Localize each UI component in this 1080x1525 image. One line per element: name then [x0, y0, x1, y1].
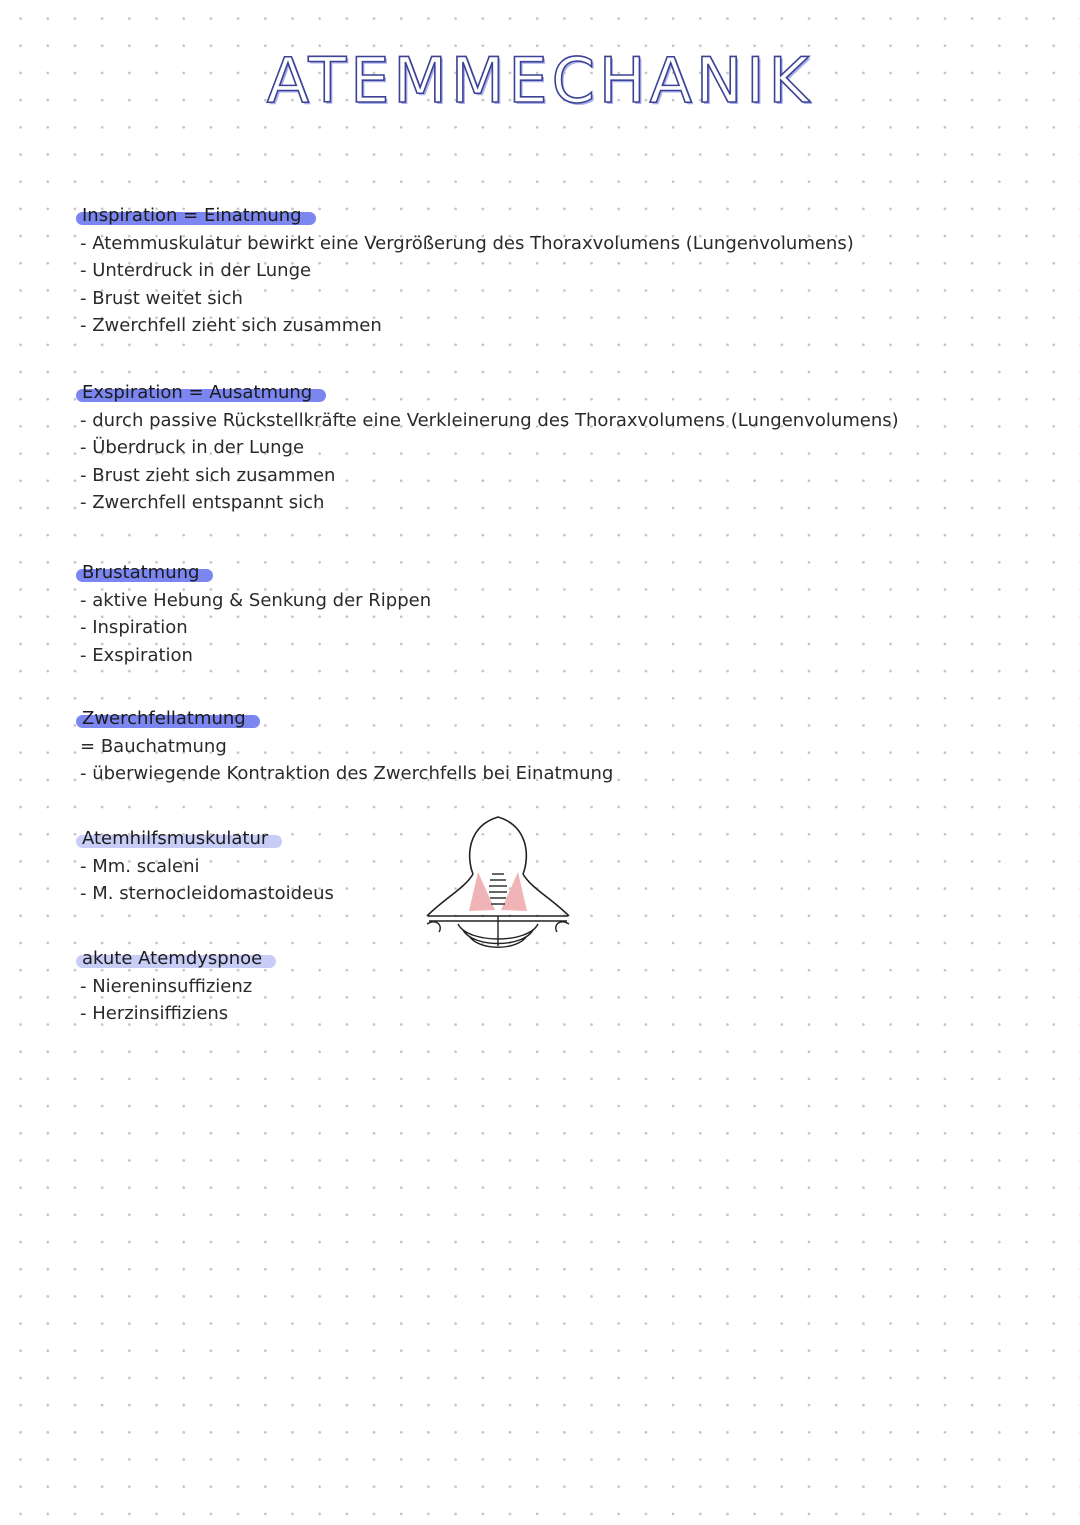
list-item: - Brust weitet sich — [80, 285, 800, 312]
heading-exspiration: Exspiration = Ausatmung — [82, 382, 313, 403]
list-item: - Zwerchfell entspannt sich — [80, 489, 800, 516]
neck-anatomy-illustration — [423, 812, 573, 952]
list-item: - durch passive Rückstellkräfte eine Verkleinerung des Thoraxvolumens (Lungenvolumens) — [80, 407, 800, 434]
heading-zwerchfellatmung: Zwerchfellatmung — [82, 708, 246, 729]
list-item: - aktive Hebung & Senkung der Rippen — [80, 587, 800, 614]
list-inspiration — [80, 230, 854, 339]
list-item: - Inspiration — [80, 614, 800, 641]
section-atemdyspnoe — [80, 948, 800, 1028]
list-atemdyspnoe — [80, 973, 800, 1028]
list-item: - Herzinsiffiziens — [80, 1000, 800, 1027]
heading-atemhilfsmuskulatur: Atemhilfsmuskulatur — [82, 828, 269, 849]
cervical-spine — [489, 874, 507, 904]
list-item: - überwiegende Kontraktion des Zwerchfells bei Einatmung — [80, 760, 800, 787]
section-zwerchfellatmung — [80, 708, 800, 788]
equals-line: = Bauchatmung — [80, 733, 800, 760]
page-title: ATEMMECHANIK — [266, 44, 814, 117]
heading-brustatmung: Brustatmung — [82, 562, 200, 583]
list-item: - Brust zieht sich zusammen — [80, 462, 800, 489]
head-outline — [470, 817, 527, 874]
list-item: - Unterdruck in der Lunge — [80, 257, 800, 284]
heading-atemdyspnoe: akute Atemdyspnoe — [82, 948, 263, 969]
list-item: - Zwerchfell zieht sich zusammen — [80, 312, 800, 339]
list-brustatmung — [80, 587, 800, 669]
list-item: - M. sternocleidomastoideus — [80, 880, 800, 907]
list-item: - Mm. scaleni — [80, 853, 800, 880]
section-brustatmung — [80, 562, 800, 669]
heading-inspiration: Inspiration = Einatmung — [82, 205, 302, 226]
list-item: - Exspiration — [80, 642, 800, 669]
section-inspiration — [80, 205, 854, 339]
section-exspiration — [80, 382, 899, 516]
list-item: - Atemmuskulatur bewirkt eine Vergrößerung des Thoraxvolumens (Lungenvolumens) — [80, 230, 800, 257]
list-zwerchfellatmung — [80, 760, 800, 787]
list-item: - Niereninsuffizienz — [80, 973, 800, 1000]
list-exspiration — [80, 407, 899, 516]
list-item: - Überdruck in der Lunge — [80, 434, 800, 461]
